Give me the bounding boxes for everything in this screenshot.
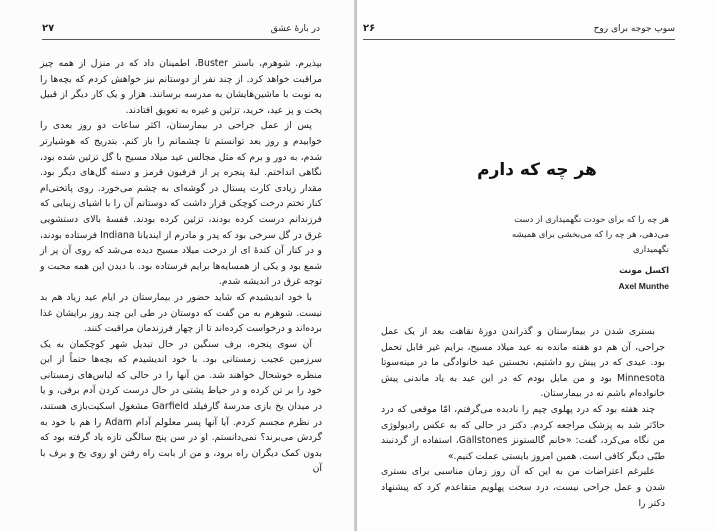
- left-page-number: ۲۷: [42, 23, 55, 34]
- left-paragraph: با خود اندیشیدم که شاید حضور در بیمارستان در ایام عید زیاد هم بد نیست. شوهرم به من گفت که دوستان در طی این چند روز برایشان غذا برده‌اند و درخواست کرده‌اند تا از چهار فرزندمان مراقبت کنند.: [40, 291, 322, 335]
- right-page: [357, 0, 717, 531]
- left-body-text: [40, 56, 322, 477]
- right-paragraph: بستری شدن در بیمارستان و گذراندن دورهٔ نقاهت بعد از یک عمل جراحی، آن هم دو هفته مانده به عید میلاد مسیح، برایم غیر قابل تحمل بود. عیدی که در پیش رو داشتیم، نخستین عید خانوادگی ما در مینه‌سوتا Minnesota بود و من مایل بودم که در این عید به یاد ماندنی پیش خانواده‌ام باشم نه در بیمارستان.: [381, 326, 665, 400]
- right-page-number: ۲۶: [363, 23, 376, 34]
- left-paragraph: آن سوی پنجره، برف سنگین در حال تبدیل شهر کوچکمان به یک سرزمین عجیب زمستانی بود. با خود اندیشیدم که بچه‌ها حتماً از این منظره خوشحال خواهند شد. من آنها را در حالی که لباس‌های زمستانی خود را بر تن کرده و در حیاط پشتی در حال درست کردن آدم برفی، و یا در میدان یخ بازی مدرسهٔ گارفیلد Garfield مشغول اسکیت‌بازی هستند، در نظرم مجسم کردم. آیا آنها پسر معلولم آدام Adam را هم با خود به گردش می‌برند؟ نمی‌دانستم. او در سن پنج سالگی تازه یاد گرفته بود که بدون کمک دیگران راه برود، و من از بابت راه رفتن او روی یخ و برف با آن: [40, 338, 322, 475]
- chapter-title: هر چه که دارم: [477, 160, 597, 180]
- right-paragraph: علیرغم اعتراضات من به این که آن روز زمان مناسبی برای بستری شدن و عمل جراحی نیست، درد سخت پهلویم متقاعدم کرد که پیشنهاد دکتر را: [381, 466, 665, 509]
- left-header-rule: [42, 39, 320, 40]
- epigraph-line: هر چه را که برای حودت نگهمیداری از دست: [514, 215, 669, 225]
- epigraph-author-latin: Axel Munthe: [618, 281, 669, 291]
- left-page: [0, 0, 356, 531]
- right-body-text: [381, 324, 665, 511]
- left-running-title: در بارهٔ عشق: [270, 24, 320, 34]
- right-page-header: [363, 21, 675, 37]
- epigraph-line: نگهمیداری: [632, 245, 669, 255]
- epigraph: [447, 213, 669, 294]
- left-paragraph: پس از عمل جراحی در بیمارستان، اکثر ساعات دو روز بعدی را خوابیدم و روز بعد توانستم تا چشمانم را باز کنم. بتدریج که هوشیارتر شدم، به دور و برم که مثل مجالس عید میلاد مسیح با گل تزئین شده بود، نگاهی انداختم. لبهٔ پنجره پر از فرفیون قرمز و دسته گل‌های دیگر بود. مقدار زیادی کارت پستال در گوشه‌ای به چشم می‌خورد. روی پاتختی‌ام کنار تختم درخت کوچکی قرار داشت که دوستانم آن را با اشیای زیبایی که فرزندانم درست کرده بودند، تزئین کرده بودند. قفسهٔ بالای دستشویی غرق در گل سرخی بود که پدر و مادرم از ایندیانا Indiana فرستاده بودند، و در کنار آن کندهٔ ای از درخت میلاد مسیح دیده می‌شد که روی آن پر از شمع بود و یکی از همسایه‌ها برایم فرستاده بود. با دیدن این همه محبت و توجه غرق در اندیشه شدم.: [40, 120, 323, 288]
- epigraph-line: می‌دهی، هر چه را که می‌بخشی برای همیشه: [511, 230, 669, 240]
- epigraph-author: اکسل مونت: [619, 266, 669, 276]
- left-page-header: [42, 21, 320, 37]
- right-header-rule: [363, 39, 675, 40]
- left-paragraph: بپذیرم. شوهرم، باستر Buster، اطمینان داد که در منزل از همه چیز مراقبت خواهد کرد. از چند نفر از دوستانم نیز خواهش کردم که بچه‌ها را به نوبت با ماشین‌هایشان به مدرسه برسانند. هزار و یک کار دیگر از قبیل پخت و پز عید، خرید، تزئین و غیره به تعویق افتادند.: [40, 58, 323, 116]
- right-running-title: سوپ جوجه برای روح: [593, 24, 675, 34]
- right-paragraph: چند هفته بود که درد پهلوی چپم را نادیده می‌گرفتم، امّا موقعی که درد حادّتر شد به پزشک مراجعه کردم. دکتر در حالی که به عکس رادیولوژی من نگاه می‌کرد، گفت: «خانم گالستونز Gallstones، استفاده از گردنبند طبّی دیگر کافی است. همین امروز بایستی عملت کنیم.»: [381, 403, 665, 462]
